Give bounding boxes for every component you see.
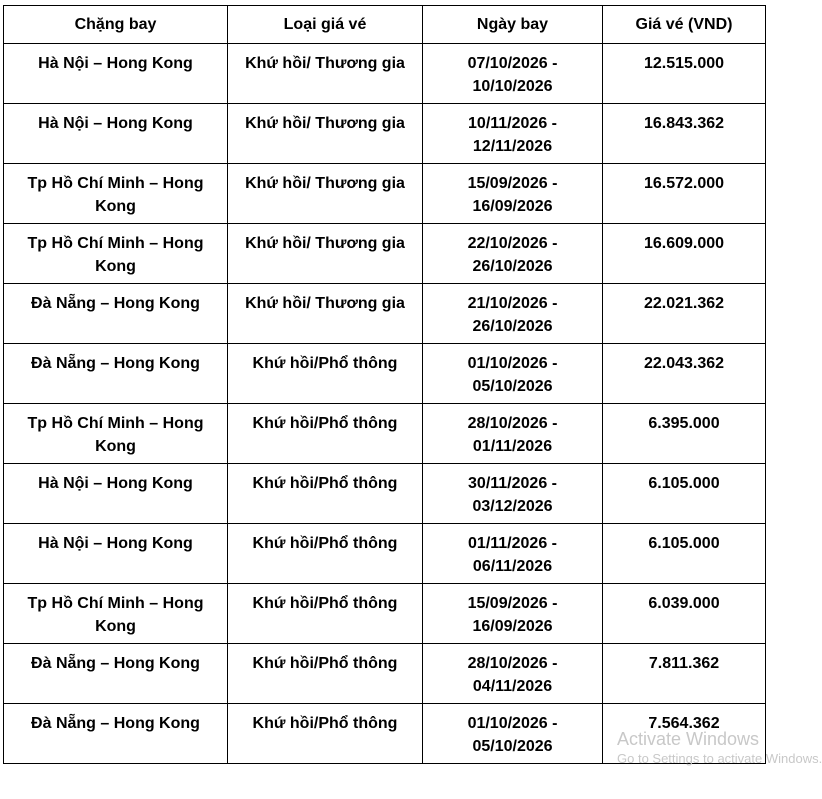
- cell-fare-type: Khứ hồi/ Thương gia: [228, 44, 423, 104]
- cell-fare-type: Khứ hồi/Phổ thông: [228, 344, 423, 404]
- cell-route: Đà Nẵng – Hong Kong: [4, 284, 228, 344]
- cell-flight-date: 01/11/2026 - 06/11/2026: [423, 524, 603, 584]
- header-flight-date: Ngày bay: [423, 6, 603, 44]
- cell-price: 7.564.362: [603, 704, 766, 764]
- cell-flight-date: 07/10/2026 - 10/10/2026: [423, 44, 603, 104]
- cell-price: 7.811.362: [603, 644, 766, 704]
- cell-fare-type: Khứ hồi/ Thương gia: [228, 224, 423, 284]
- cell-route: Tp Hồ Chí Minh – Hong Kong: [4, 164, 228, 224]
- table-row: [4, 284, 766, 344]
- cell-route: Hà Nội – Hong Kong: [4, 44, 228, 104]
- table-row: [4, 104, 766, 164]
- table-row: [4, 44, 766, 104]
- table-header-row: [4, 6, 766, 44]
- cell-fare-type: Khứ hồi/Phổ thông: [228, 404, 423, 464]
- cell-route: Hà Nội – Hong Kong: [4, 524, 228, 584]
- fare-table-container: [3, 5, 766, 764]
- cell-flight-date: 15/09/2026 - 16/09/2026: [423, 584, 603, 644]
- table-row: [4, 584, 766, 644]
- header-route: Chặng bay: [4, 6, 228, 44]
- watermark-title: Activate Windows: [617, 729, 760, 749]
- cell-fare-type: Khứ hồi/ Thương gia: [228, 104, 423, 164]
- cell-flight-date: 01/10/2026 - 05/10/2026: [423, 704, 603, 764]
- cell-flight-date: 10/11/2026 - 12/11/2026: [423, 104, 603, 164]
- cell-price: 6.039.000: [603, 584, 766, 644]
- cell-flight-date: 30/11/2026 - 03/12/2026: [423, 464, 603, 524]
- cell-route: Đà Nẵng – Hong Kong: [4, 644, 228, 704]
- cell-flight-date: 01/10/2026 - 05/10/2026: [423, 344, 603, 404]
- cell-price: 12.515.000: [603, 44, 766, 104]
- cell-flight-date: 28/10/2026 - 04/11/2026: [423, 644, 603, 704]
- cell-route: Tp Hồ Chí Minh – Hong Kong: [4, 584, 228, 644]
- table-row: [4, 464, 766, 524]
- cell-fare-type: Khứ hồi/Phổ thông: [228, 704, 423, 764]
- cell-price: 16.843.362: [603, 104, 766, 164]
- table-row: [4, 404, 766, 464]
- cell-flight-date: 28/10/2026 - 01/11/2026: [423, 404, 603, 464]
- cell-fare-type: Khứ hồi/Phổ thông: [228, 464, 423, 524]
- cell-flight-date: 15/09/2026 - 16/09/2026: [423, 164, 603, 224]
- cell-flight-date: 22/10/2026 - 26/10/2026: [423, 224, 603, 284]
- table-row: [4, 524, 766, 584]
- table-row: [4, 344, 766, 404]
- cell-fare-type: Khứ hồi/Phổ thông: [228, 644, 423, 704]
- cell-fare-type: Khứ hồi/Phổ thông: [228, 524, 423, 584]
- cell-price: 22.021.362: [603, 284, 766, 344]
- table-body: [4, 44, 766, 764]
- cell-fare-type: Khứ hồi/ Thương gia: [228, 284, 423, 344]
- table-row: [4, 164, 766, 224]
- cell-price: 6.395.000: [603, 404, 766, 464]
- cell-fare-type: Khứ hồi/ Thương gia: [228, 164, 423, 224]
- watermark-subtitle: Go to Settings to activate Windows.: [617, 751, 822, 766]
- cell-flight-date: 21/10/2026 - 26/10/2026: [423, 284, 603, 344]
- cell-route: Tp Hồ Chí Minh – Hong Kong: [4, 224, 228, 284]
- cell-route: Tp Hồ Chí Minh – Hong Kong: [4, 404, 228, 464]
- table-row: [4, 644, 766, 704]
- cell-route: Đà Nẵng – Hong Kong: [4, 704, 228, 764]
- cell-price: 16.572.000: [603, 164, 766, 224]
- cell-fare-type: Khứ hồi/Phổ thông: [228, 584, 423, 644]
- cell-price: 6.105.000: [603, 524, 766, 584]
- cell-price: 22.043.362: [603, 344, 766, 404]
- header-price: Giá vé (VND): [603, 6, 766, 44]
- cell-route: Hà Nội – Hong Kong: [4, 104, 228, 164]
- cell-price: 6.105.000: [603, 464, 766, 524]
- cell-route: Đà Nẵng – Hong Kong: [4, 344, 228, 404]
- cell-route: Hà Nội – Hong Kong: [4, 464, 228, 524]
- table-row: [4, 224, 766, 284]
- header-fare-type: Loại giá vé: [228, 6, 423, 44]
- fare-table: [3, 5, 766, 764]
- table-row: [4, 704, 766, 764]
- cell-price: 16.609.000: [603, 224, 766, 284]
